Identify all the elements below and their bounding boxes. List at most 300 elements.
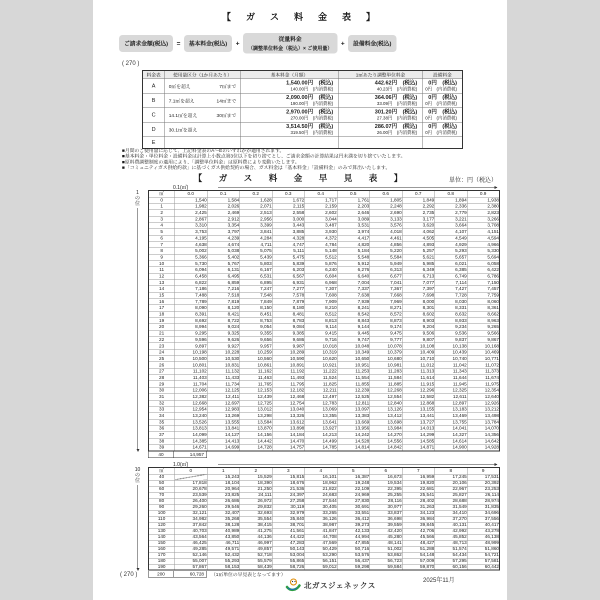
price-cell: 3,974: [337, 229, 370, 235]
price-cell: 11,192: [272, 368, 305, 374]
price-cell: 6,968: [305, 279, 338, 285]
usage-to: 30㎥まで: [216, 112, 237, 119]
price-cell: 4,328: [272, 235, 305, 241]
digit-axis-upper: [133, 190, 142, 207]
row-header: 20: [149, 324, 175, 330]
price-cell: 5,985: [402, 260, 435, 266]
price-cell: 13,326: [272, 413, 305, 419]
fee-ctax-line: 27.38円 (内消費税): [376, 115, 418, 121]
price-cell: 14,757: [272, 444, 305, 450]
price-cell: 8,241: [337, 305, 370, 311]
rate-code-cell: D: [143, 122, 165, 137]
price-cell: 11,614: [402, 375, 435, 381]
price-cell: 20,392: [467, 480, 500, 486]
column-header: 0: [175, 468, 208, 475]
price-cell: 13,040: [272, 406, 305, 412]
row-header: 40: [149, 474, 175, 480]
column-header: 1㎥あたり調整単位料金: [339, 71, 423, 79]
price-cell: 28,116: [370, 498, 403, 504]
price-cell: 10,530: [207, 356, 240, 362]
price-cell: 2,203: [337, 203, 370, 209]
price-cell: 18,390: [240, 480, 273, 486]
row-header: 80: [149, 498, 175, 504]
price-cell: 13,555: [207, 419, 240, 425]
fee-incl-line: 442.62円 (税込): [374, 80, 418, 86]
price-cell: 11,253: [337, 368, 370, 374]
price-cell: 40,417: [467, 522, 500, 528]
column-header: 0.7: [402, 191, 435, 198]
price-cell: 6,495: [207, 273, 240, 279]
column-header: 設備料金: [423, 71, 463, 79]
price-cell: 13,669: [337, 419, 370, 425]
price-cell: 15,529: [240, 474, 273, 480]
fee-ctax-line: 0円 (内消費税): [425, 115, 457, 121]
price-cell: 10,108: [402, 343, 435, 349]
price-cell: 16,387: [337, 474, 370, 480]
row-header: 38: [149, 438, 175, 444]
rate-header-row: [143, 71, 463, 79]
price-cell: 27,544: [305, 498, 338, 504]
row-header: 17: [149, 305, 175, 311]
price-cell: 4,195: [175, 235, 208, 241]
fee-incl-line: 0円 (税込): [428, 80, 457, 86]
row-header: 25: [149, 356, 175, 362]
page-marker-top: ( 270 ): [122, 61, 140, 67]
rate-table-body: [143, 79, 463, 149]
price-cell: 14,327: [435, 432, 468, 438]
price-cell: 54,148: [402, 552, 435, 558]
price-cell: 12,153: [240, 387, 273, 393]
price-cell: 8,632: [435, 311, 468, 317]
price-cell: 8,813: [305, 318, 338, 324]
usage-from: 0㎥を超え: [168, 83, 191, 90]
price-cell: 14,585: [402, 438, 435, 444]
price-cell: 11,162: [240, 368, 273, 374]
column-header: 0.1: [207, 191, 240, 198]
price-cell: 18,676: [272, 480, 305, 486]
price-cell: 11,493: [272, 375, 305, 381]
price-cell: 9,957: [240, 343, 273, 349]
price-cell: 4,461: [370, 235, 403, 241]
column-header: 0.0: [175, 191, 208, 198]
column-header: 6: [370, 468, 403, 475]
fee-ctax-line: 140.00円 (内消費税): [290, 86, 334, 92]
price-cell: 53,576: [337, 552, 370, 558]
price-cell: 4,711: [240, 241, 273, 247]
price-cell: 11,042: [435, 362, 468, 368]
price-cell: 45,852: [435, 534, 468, 540]
price-cell: 1,628: [240, 197, 273, 203]
row-header: 2: [149, 210, 175, 216]
unit-note: 単位：円（税込）: [448, 178, 497, 184]
price-cell: 34,123: [402, 510, 435, 516]
row-header: 110: [149, 516, 175, 522]
price-cell: 57,867: [175, 564, 208, 570]
row-header: 16: [149, 299, 175, 305]
price-cell: 7,939: [337, 299, 370, 305]
price-cell: 10,771: [467, 356, 500, 362]
price-cell: 10,439: [435, 349, 468, 355]
fee-cell: [423, 122, 463, 137]
price-cell: 10,620: [305, 356, 338, 362]
price-cell: 14,699: [207, 444, 240, 450]
price-cell: 11,403: [175, 375, 208, 381]
column-header: 4: [305, 468, 338, 475]
usage-range: [165, 126, 241, 133]
price-cell: 19,534: [370, 480, 403, 486]
row-header: 9: [149, 254, 175, 260]
price-cell: 7,638: [337, 292, 370, 298]
usage-to: 7㎥まで: [219, 83, 237, 90]
price-cell: 32,407: [207, 510, 240, 516]
price-cell: 13,155: [402, 406, 435, 412]
column-header: 0.9: [467, 191, 500, 198]
price-cell: 21,250: [240, 486, 273, 492]
row-header: 10: [149, 260, 175, 266]
scale-label-upper: 0.1(㎥): [173, 185, 189, 191]
price-cell: 43,278: [467, 528, 500, 534]
price-cell: 50,429: [305, 546, 338, 552]
price-cell: 2,646: [337, 210, 370, 216]
price-cell: 12,354: [467, 387, 500, 393]
price-cell: 7,150: [467, 279, 500, 285]
usage-to: 14㎥まで: [216, 98, 237, 104]
price-cell: 4,784: [305, 241, 338, 247]
price-cell: 7,849: [240, 299, 273, 305]
fee-cell: [339, 122, 423, 137]
price-cell: 11,704: [175, 381, 208, 387]
price-cell: 8,150: [240, 305, 273, 311]
price-cell: 36,698: [370, 516, 403, 522]
price-cell: 9,144: [337, 324, 370, 330]
price-cell: 59,584: [370, 564, 403, 570]
price-cell: 12,868: [402, 400, 435, 406]
issue-date: 2025年11月: [423, 578, 455, 584]
price-cell: 3,399: [240, 222, 273, 228]
price-cell: 16,101: [305, 474, 338, 480]
price-cell: 15,815: [272, 474, 305, 480]
price-cell: 10,319: [305, 349, 338, 355]
price-cell: 13,956: [337, 425, 370, 431]
price-cell: 3,753: [175, 229, 208, 235]
price-cell: 13,012: [240, 406, 273, 412]
price-cell: 4,594: [467, 235, 500, 241]
row-header: 34: [149, 413, 175, 419]
price-cell: 8,060: [467, 299, 500, 305]
price-cell: 5,512: [305, 254, 338, 260]
price-cell: 8,421: [207, 311, 240, 317]
volume-fee-sub: （調整単位料金（税込）× ご使用量）: [248, 46, 333, 52]
price-cell: 8,903: [402, 318, 435, 324]
price-cell: 6,131: [207, 267, 240, 273]
price-cell: 44,708: [305, 534, 338, 540]
price-cell: 30,405: [305, 504, 338, 510]
price-cell: 12,468: [272, 394, 305, 400]
price-cell: 12,840: [370, 400, 403, 406]
price-cell: 32,693: [240, 510, 273, 516]
price-cell: 10,168: [467, 343, 500, 349]
usage-from: 30.1㎥を超え: [168, 127, 198, 133]
note-item: ■「コミュニティガス供給約款」に基づくガス供給契約の場合、ガス料金は「基本料金」「設備料金」のみで算出いたします。: [122, 165, 391, 171]
price-cell: 5,220: [370, 248, 403, 254]
fee-cell: [423, 137, 463, 149]
price-cell: 36,412: [337, 516, 370, 522]
price-cell: 14,127: [207, 432, 240, 438]
unit-column-header: ㎥: [149, 468, 175, 475]
price-cell: 38,701: [272, 522, 305, 528]
price-cell: 7,337: [337, 286, 370, 292]
price-cell: 47,283: [272, 540, 305, 546]
price-cell: 14,413: [207, 438, 240, 444]
price-cell: 51,574: [435, 546, 468, 552]
price-cell: 9,837: [435, 337, 468, 343]
price-cell: 14,900: [435, 444, 468, 450]
price-cell: 9,325: [207, 330, 240, 336]
price-cell: 3,664: [435, 222, 468, 228]
price-cell: 8,692: [175, 318, 208, 324]
price-cell: 43,564: [175, 534, 208, 540]
price-cell: 17,818: [175, 480, 208, 486]
price-cell: 9,716: [305, 337, 338, 343]
price-cell: 59,012: [305, 564, 338, 570]
price-cell: 9,295: [175, 330, 208, 336]
fee-cell: [339, 93, 423, 108]
price-cell: 4,062: [402, 229, 435, 235]
price-cell: 14,642: [467, 438, 500, 444]
price-cell: 20,678: [175, 486, 208, 492]
price-cell: 11,012: [402, 362, 435, 368]
price-cell: 4,638: [175, 241, 208, 247]
price-cell: 6,822: [175, 279, 208, 285]
price-cell: 10,590: [272, 356, 305, 362]
price-cell: 24,969: [337, 492, 370, 498]
price-cell: 8,602: [402, 311, 435, 317]
price-cell: 3,531: [337, 222, 370, 228]
price-cell: 2,159: [305, 203, 338, 209]
price-grid-upper: [148, 190, 500, 451]
price-cell: 8,542: [337, 311, 370, 317]
price-cell: 24,397: [272, 492, 305, 498]
price-cell: 5,839: [272, 260, 305, 266]
price-cell: 8,481: [272, 311, 305, 317]
usage-from: 7.1㎥を超え: [168, 98, 195, 104]
table-row: [149, 564, 500, 570]
volume-fee-title: 従量料金: [278, 36, 302, 43]
price-cell: 46,425: [175, 540, 208, 546]
price-cell: 46,711: [207, 540, 240, 546]
price-cell: 1,584: [207, 197, 240, 203]
price-cell: 9,024: [207, 324, 240, 330]
scale-label-lower: 1.0(㎥): [173, 462, 189, 468]
price-cell: 7,216: [207, 286, 240, 292]
fee-cell: [241, 93, 339, 108]
price-cell: 31,263: [402, 504, 435, 510]
column-header: 5: [337, 468, 370, 475]
row-header: 90: [149, 504, 175, 510]
price-cell: 10,469: [467, 349, 500, 355]
price-cell: 8,301: [402, 305, 435, 311]
price-cell: 3,576: [370, 222, 403, 228]
price-cell: 8,120: [207, 305, 240, 311]
price-cell: 44,136: [240, 534, 273, 540]
price-cell: 54,721: [467, 552, 500, 558]
price-cell: 41,847: [305, 528, 338, 534]
price-cell: 5,002: [175, 248, 208, 254]
price-cell: 11,373: [467, 368, 500, 374]
price-cell: 13,126: [370, 406, 403, 412]
page-marker-bottom: ( 270 ): [120, 572, 138, 578]
price-cell: 60,442: [467, 564, 500, 570]
price-cell: 7,247: [240, 286, 273, 292]
price-cell: 37,270: [435, 516, 468, 522]
price-cell: 10,981: [370, 362, 403, 368]
price-cell: 9,536: [435, 330, 468, 336]
fee-cell: [423, 93, 463, 108]
price-cell: 10,289: [272, 349, 305, 355]
digit-axis-lower: [133, 467, 142, 484]
price-cell: 5,366: [175, 254, 208, 260]
price-cell: 3,708: [467, 222, 500, 228]
price-cell: 12,611: [435, 394, 468, 400]
price-cell: 48,427: [402, 540, 435, 546]
price-cell: 41,275: [240, 528, 273, 534]
price-cell: 37,842: [175, 522, 208, 528]
price-cell: 6,931: [272, 279, 305, 285]
fee-ctax-line: 270.00円 (内消費税): [290, 115, 334, 121]
price-cell: 9,867: [467, 337, 500, 343]
price-cell: 4,966: [467, 241, 500, 247]
row-header: 27: [149, 368, 175, 374]
price-cell: 7,488: [175, 292, 208, 298]
price-cell: 2,026: [207, 203, 240, 209]
price-cell: 9,114: [305, 324, 338, 330]
price-cell: 3,044: [305, 216, 338, 222]
price-cell: 6,094: [175, 267, 208, 273]
right-arrow-icon: [218, 464, 497, 465]
price-cell: 4,549: [435, 235, 468, 241]
digit-label-char: の: [135, 472, 140, 478]
price-cell: 42,706: [402, 528, 435, 534]
price-cell: 7,114: [435, 279, 468, 285]
price-cell: 10,228: [207, 349, 240, 355]
price-cell: 60,156: [435, 564, 468, 570]
digit-axis-label: [133, 190, 142, 207]
price-cell: 14,184: [272, 432, 305, 438]
price-cell: 9,686: [272, 337, 305, 343]
column-header: 基本料金（月額）: [241, 71, 339, 79]
document-page: [93, 0, 507, 600]
price-cell: 13,183: [435, 406, 468, 412]
fee-incl-line: 3,514.50円 (税込): [286, 123, 334, 130]
price-cell: 10,891: [272, 362, 305, 368]
price-cell: 13,612: [272, 419, 305, 425]
price-cell: 12,268: [370, 387, 403, 393]
price-cell: 9,897: [175, 343, 208, 349]
price-cell: 27,258: [272, 498, 305, 504]
price-cell: 11,343: [435, 368, 468, 374]
price-cell: 3,487: [305, 222, 338, 228]
price-cell: 13,813: [175, 425, 208, 431]
price-cell: 7,277: [272, 286, 305, 292]
price-cell: 14,785: [305, 444, 338, 450]
price-cell: 34,696: [467, 510, 500, 516]
price-cell: 6,422: [467, 267, 500, 273]
price-cell: 9,355: [240, 330, 273, 336]
row-header: 170: [149, 552, 175, 558]
fee-cell: [241, 122, 339, 137]
fee-ctax-line: 0円 (内消費税): [425, 86, 457, 92]
price-cell: 14,614: [435, 438, 468, 444]
price-cell: 2,779: [435, 210, 468, 216]
digit-label-char: 位: [135, 478, 140, 484]
price-cell: 5,075: [240, 248, 273, 254]
price-cell: 53,862: [370, 552, 403, 558]
price-cell: 10,740: [435, 356, 468, 362]
fee-cell: [423, 79, 463, 94]
price-cell: 38,415: [240, 522, 273, 528]
price-cell: 11,674: [467, 375, 500, 381]
price-cell: 7,457: [467, 286, 500, 292]
price-cell: 10,951: [337, 362, 370, 368]
price-cell: 9,204: [402, 324, 435, 330]
price-cell: 14,356: [467, 432, 500, 438]
price-cell: 8,963: [467, 318, 500, 324]
price-cell: 10,078: [370, 343, 403, 349]
price-cell: 7,578: [272, 292, 305, 298]
note-item: ■基本料金・単位料金・設備料金は計算上小数点第3位以下を切り捨てとし、ご請求金額の計算結果は円未満を切り捨ていたします。: [122, 153, 406, 160]
column-header: 使用量区分（1か月あたり）: [165, 71, 241, 79]
rate-row: [143, 122, 463, 137]
price-cell: 6,786: [467, 273, 500, 279]
price-cell: 25,541: [402, 492, 435, 498]
price-cell: 14,070: [467, 425, 500, 431]
row-header: 120: [149, 522, 175, 528]
price-cell: 54,434: [435, 552, 468, 558]
price-cell: 7,077: [402, 279, 435, 285]
price-cell: 39,559: [370, 522, 403, 528]
price-cell: 8,391: [175, 311, 208, 317]
price-cell: 10,650: [337, 356, 370, 362]
price-cell: 2,867: [175, 216, 208, 222]
price-cell: 3,133: [370, 216, 403, 222]
price-cell: 30,691: [337, 504, 370, 510]
price-cell: 5,767: [207, 260, 240, 266]
price-cell: 7,427: [435, 286, 468, 292]
price-cell: 7,307: [305, 286, 338, 292]
price-cell: 13,469: [435, 413, 468, 419]
price-cell: 12,125: [207, 387, 240, 393]
price-cell: 29,546: [207, 504, 240, 510]
price-cell: 14,013: [402, 425, 435, 431]
price-cell: 4,018: [370, 229, 403, 235]
price-cell: 20,964: [207, 486, 240, 492]
price-cell: 29,260: [175, 504, 208, 510]
price-cell: 5,257: [402, 248, 435, 254]
price-cell: 10,198: [175, 349, 208, 355]
column-header: 料金表: [143, 71, 165, 79]
price-cell: 10,138: [435, 343, 468, 349]
price-cell: 17,245: [435, 474, 468, 480]
price-cell: 32,979: [272, 510, 305, 516]
price-cell: 56,437: [337, 558, 370, 564]
price-cell: 2,513: [240, 210, 273, 216]
price-cell: 14,299: [402, 432, 435, 438]
rate-code-cell: B: [143, 93, 165, 108]
price-cell: 10,921: [305, 362, 338, 368]
price-cell: 12,640: [467, 394, 500, 400]
digit-label-char: 位: [135, 201, 140, 207]
price-cell: 39,845: [402, 522, 435, 528]
